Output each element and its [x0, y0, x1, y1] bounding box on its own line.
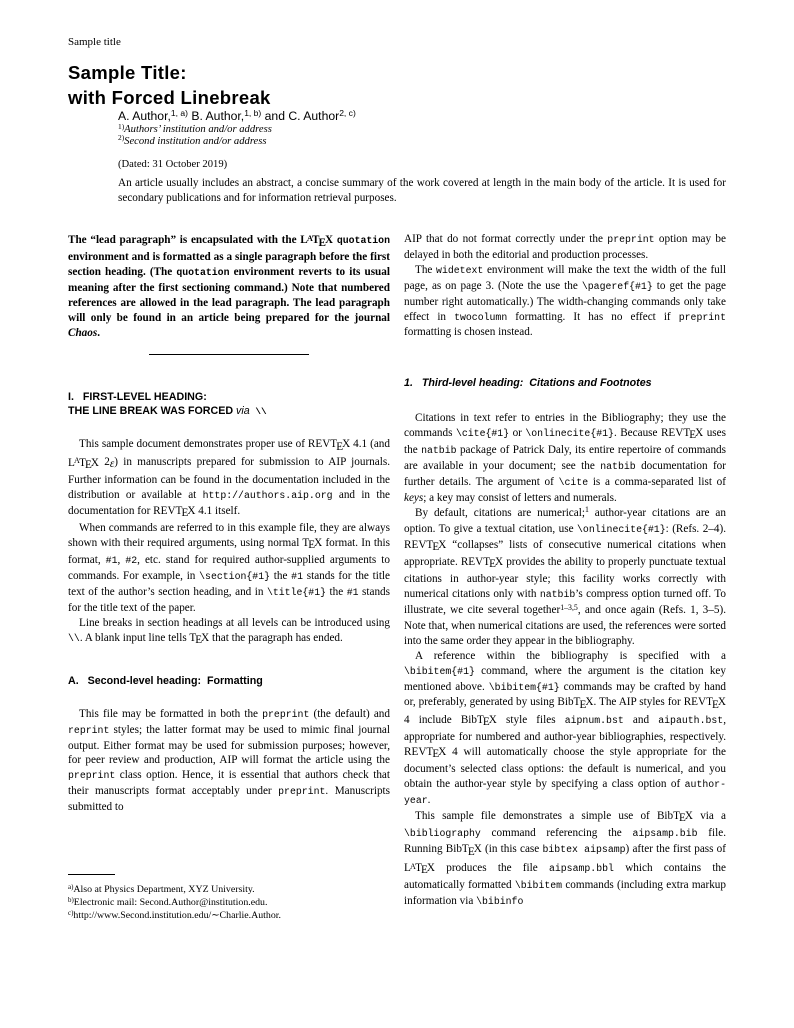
code-span: \bibitem{#1} — [404, 665, 475, 677]
footnotes — [68, 868, 390, 923]
tex-logo-char: A — [306, 234, 313, 243]
code-span: aipauth.bst — [658, 714, 724, 726]
code-span: \\ — [249, 405, 267, 417]
text-span: REVTEX — [460, 555, 504, 571]
text-span: environment reverts to its usual meaning after the first sectioning command.) Note that numbered references are allowed in the lead paragraph. The lead paragraph will only be found in an article being prepared for the journal — [68, 266, 390, 325]
text-span: BibTEX — [557, 696, 594, 711]
text-span: LATEX — [300, 234, 334, 249]
lead-paragraph — [68, 232, 390, 341]
tex-logo-char: E — [679, 812, 686, 825]
text-span: ’s compress option turned off. To illustrate, we cite several together — [404, 588, 726, 617]
tex-logo-char: E — [467, 845, 475, 858]
text-span: which contains the automatically formatted — [404, 861, 726, 892]
code-span: \bibitem{#1} — [488, 681, 560, 693]
text-span: , — [117, 554, 126, 567]
text-span: environment will make the text the width of the full page, as on page 3. (Note the use the — [404, 263, 726, 292]
text-span: , appropriate for numbered and author-year bibliographies, respectively. — [404, 713, 726, 744]
text-span: formatting is chosen instead. — [404, 326, 533, 339]
text-span: LATEX — [68, 456, 99, 471]
text-span: and C. Author — [261, 109, 340, 123]
text-span: : (Refs. 2–4). — [665, 522, 726, 535]
code-span: quotation — [176, 267, 230, 279]
text-span: 4.1 (and — [350, 438, 390, 451]
text-span: TEX — [189, 631, 210, 647]
right-column — [404, 232, 726, 910]
code-span: bibtex aipsamp — [542, 844, 626, 856]
tex-logo-char: E — [318, 236, 326, 249]
text-span: author-year citations are an option. To give a textual citation, use — [404, 506, 726, 535]
text-span: and in the documentation for — [68, 488, 391, 517]
code-span: \onlinecite{#1} — [577, 523, 666, 535]
body-paragraph — [404, 263, 726, 341]
text-span: formatting. It has no effect if — [507, 310, 679, 323]
text-span: keys — [404, 491, 424, 504]
text-span: The “lead paragraph” is encapsulated with the — [68, 234, 301, 247]
text-span: By default, citations are numerical; — [415, 506, 585, 519]
code-span: preprint — [678, 311, 726, 323]
first-level-heading — [68, 391, 390, 418]
footnote-a — [68, 884, 390, 897]
text-span: REVTEX — [404, 538, 447, 553]
text-span: that the paragraph has ended. — [209, 631, 343, 644]
text-span: ) after the first pass of — [625, 843, 727, 856]
footnote-b — [68, 897, 390, 910]
text-span: is a comma-separated list of — [588, 475, 726, 488]
text-span: 2 — [98, 456, 110, 469]
tex-logo-char: A — [74, 456, 80, 466]
tex-logo-char: E — [195, 634, 203, 647]
code-span: \\ — [68, 632, 80, 644]
tex-logo-char: E — [420, 864, 428, 877]
text-span: (in this case — [481, 843, 543, 856]
text-span: Authors’ institution and/or address — [124, 124, 272, 135]
code-span: preprint — [607, 234, 655, 245]
text-span: command referencing the — [480, 827, 633, 840]
text-span: package of Patrick Daly, its entire repertoire of commands are available in your document; see the — [404, 444, 726, 473]
code-span: aipsamp.bbl — [548, 862, 614, 874]
text-span: 1. Third-level heading: Citations and Footnotes — [404, 377, 652, 390]
code-span: \onlinecite{#1} — [525, 427, 614, 439]
body-paragraph — [68, 707, 390, 815]
text-span: via — [236, 404, 250, 417]
text-span: This sample document demonstrates proper use of — [79, 438, 308, 451]
body-paragraph — [68, 616, 390, 648]
text-span: ; a key may consist of letters and numerals. — [423, 491, 617, 504]
body-paragraph — [404, 232, 726, 263]
text-span: , and once again (Refs. 1, 3–5). Note that, when numerical citations are used, the references were sorted into the same order they appear in the bibliography. — [404, 604, 726, 647]
text-span: documentation for further details. The argument of — [404, 460, 727, 488]
code-span: preprint — [278, 786, 326, 798]
tex-logo-char: E — [689, 429, 697, 442]
text-span: I. FIRST-LEVEL HEADING: — [68, 390, 207, 403]
text-span: . Because — [613, 426, 661, 439]
text-span: Electronic mail: Second.Author@institution.edu. — [73, 897, 268, 909]
text-span: This file may be formatted in both the — [79, 707, 263, 720]
lead-divider — [149, 354, 309, 355]
footnote-rule — [68, 874, 115, 875]
text-span: produces the file — [434, 861, 549, 874]
text-span: . Manuscripts submitted to — [68, 785, 391, 814]
text-span: A. Author, — [118, 109, 171, 123]
text-span: . A blank input line tells — [79, 631, 190, 644]
article-title-line2: with Forced Linebreak — [68, 86, 271, 108]
text-span: stands for the title text of the author’s section heading, and in — [68, 570, 391, 599]
code-span: widetext — [436, 264, 484, 276]
text-span: BibTEX — [445, 843, 482, 858]
code-span: #1 — [105, 555, 118, 567]
text-span: styles; the latter format may be used to mimic final journal output. Either format may be used for submission purposes; however, for peer review and production, AIP will format the article using the — [68, 723, 390, 767]
tex-logo-char: A — [410, 861, 416, 871]
text-span: environment and is formatted as a single paragraph before the first section heading. (The — [68, 251, 390, 279]
code-span: #1 — [346, 587, 359, 599]
text-span: class option. Hence, it is essential that authors check that their manuscripts format acceptably under — [68, 769, 390, 798]
abstract: An article usually includes an abstract, a concise summary of the work covered at length in the main body of the article. It is used for secondary publications and for information retrieval purposes. — [118, 177, 726, 205]
body-paragraph — [68, 437, 390, 521]
second-level-heading — [68, 675, 390, 689]
body-paragraph — [404, 411, 726, 506]
author-byline — [118, 109, 356, 123]
code-span: natbib — [421, 445, 457, 457]
tex-logo-char: E — [336, 440, 344, 453]
superscript: 1, b) — [244, 108, 262, 119]
text-span: 4 include — [404, 713, 461, 726]
text-span: stands for the title text of the paper. — [68, 586, 390, 614]
text-span: AIP that do not format correctly under the — [404, 233, 608, 245]
code-span: twocolumn — [454, 311, 508, 323]
article-title — [68, 61, 271, 110]
text-span: “collapses” lists of consecutive numerical citations when appropriate. — [404, 538, 726, 568]
text-span: B. Author, — [187, 109, 245, 123]
left-column — [68, 232, 390, 815]
code-span: \cite — [558, 476, 589, 488]
body-paragraph — [404, 506, 726, 649]
text-span: Line breaks in section headings at all levels can be introduced using — [79, 616, 390, 629]
tex-logo-char: E — [84, 459, 92, 471]
superscript: 2, c) — [339, 108, 356, 119]
text-span: . — [97, 327, 101, 340]
text-span: The — [415, 263, 437, 276]
code-span: preprint — [68, 770, 116, 782]
text-span: . The AIP styles for — [593, 696, 684, 709]
text-span: A reference within the bibliography is specified with a — [415, 649, 726, 662]
tex-logo-char: E — [489, 558, 496, 571]
code-span: aipsamp.bib — [632, 828, 698, 840]
code-span: \section{#1} — [199, 571, 271, 583]
text-span: ) in manuscripts prepared for submission to AIP journals. Further information can be found in the documentation included in the distribution or available at — [68, 456, 391, 501]
code-span: author-year — [404, 779, 726, 807]
code-span: reprint — [68, 724, 110, 736]
tex-logo-char: E — [432, 541, 440, 553]
text-span: . — [427, 794, 431, 807]
text-span: to get the page number right automatically.) The width-changing commands only take effect in — [404, 279, 726, 323]
code-span: natbib — [600, 461, 636, 473]
superscript: 1, a) — [170, 108, 188, 119]
text-span: command, where the argument is the citation key mentioned above. — [404, 664, 726, 693]
tex-logo-char: E — [181, 507, 189, 520]
code-span: aipnum.bst — [564, 714, 624, 726]
text-span: or — [509, 426, 526, 439]
text-span: REVTEX — [683, 696, 727, 711]
article-title-line1: Sample Title: — [68, 62, 187, 83]
text-span: , etc. stand for required author-supplied arguments to commands. For example, in — [68, 554, 390, 583]
running-title: Sample title — [68, 36, 121, 48]
text-span: LATEX — [404, 861, 435, 877]
footnote-c — [68, 910, 390, 923]
code-span: #1 — [291, 571, 303, 583]
text-span: commands may be crafted by hand or, preferably, generated by using — [404, 680, 727, 709]
text-span: uses the — [404, 426, 726, 457]
code-span: \bibliography — [404, 828, 481, 840]
code-span: \cite{#1} — [455, 427, 510, 439]
third-level-heading — [404, 377, 726, 391]
tex-logo-char: E — [579, 698, 587, 711]
text-span: commands (including extra markup information via — [404, 879, 726, 907]
code-span: \title{#1} — [266, 587, 327, 599]
text-span: via a — [693, 810, 726, 823]
body-paragraph — [404, 809, 726, 910]
superscript: 1 — [584, 505, 589, 515]
text-span: style files — [496, 713, 565, 726]
text-span: ε — [109, 458, 115, 471]
text-span: file. Running — [404, 827, 726, 856]
tex-logo-char: E — [308, 539, 316, 552]
text-span: and — [623, 713, 659, 726]
text-span: THE LINE BREAK WAS FORCED — [68, 404, 237, 417]
superscript: 1) — [118, 121, 125, 131]
text-span: Citations in text refer to entries in the Bibliography; they use the commands — [404, 411, 726, 439]
tex-logo-char: E — [482, 716, 490, 729]
tex-logo-char: E — [432, 748, 440, 761]
text-span: format. In this format, — [68, 536, 390, 567]
text-span: BibTEX — [460, 713, 497, 729]
superscript: b) — [68, 896, 74, 904]
superscript: 1–3,5 — [560, 602, 578, 612]
text-span: http://www.Second.institution.edu/∼Charlie.Author. — [73, 910, 281, 922]
text-span: provides the ability to properly punctuate textual citations in author-year style; this facility works correctly with numerical citations only with — [404, 555, 726, 601]
code-span: http://authors.aip.org — [202, 489, 333, 501]
code-span: \pageref{#1} — [581, 280, 653, 292]
body-paragraph — [404, 649, 726, 809]
text-span: BibTEX — [656, 810, 694, 825]
date-line: (Dated: 31 October 2019) — [118, 159, 228, 170]
code-span: #2 — [125, 555, 138, 567]
text-span: 4 will automatically choose the style appropriate for the document’s selected class options: the default is numerical, and you obtain the author-year style by specifying a class option of — [404, 746, 726, 791]
text-span: This sample file demonstrates a simple use of — [415, 810, 657, 823]
text-span: the — [326, 586, 347, 599]
superscript: 2) — [118, 133, 125, 143]
text-span: REVTEX — [660, 426, 704, 442]
code-span: quotation — [336, 235, 390, 247]
text-span: A. Second-level heading: Formatting — [68, 675, 263, 688]
text-span: option may be delayed in both the editorial and production processes. — [404, 233, 726, 261]
superscript: c) — [68, 910, 74, 918]
text-span: Second institution and/or address — [124, 135, 267, 147]
text-span: REVTEX — [153, 504, 196, 520]
code-span: \bibitem — [514, 880, 563, 892]
affiliation-2 — [118, 133, 272, 148]
text-span: Chaos — [68, 327, 98, 340]
text-span: 4.1 itself. — [195, 504, 241, 517]
code-span: \bibinfo — [476, 895, 524, 907]
body-paragraph — [68, 521, 390, 616]
code-span: natbib — [539, 589, 576, 601]
affiliation-1 — [118, 121, 272, 136]
text-span: TEX — [302, 536, 323, 552]
superscript: a) — [68, 883, 74, 891]
text-span: (the default) and — [309, 707, 390, 720]
tex-logo-char: E — [712, 698, 719, 711]
text-span: When commands are referred to in this example file, they are always shown with their required arguments, using normal — [68, 522, 390, 549]
text-span: Also at Physics Department, XYZ University. — [73, 884, 255, 895]
text-span: REVTEX — [307, 438, 351, 453]
text-span: the — [270, 570, 292, 583]
code-span: preprint — [262, 708, 310, 720]
text-span: REVTEX — [404, 746, 447, 761]
affiliations — [118, 121, 272, 148]
